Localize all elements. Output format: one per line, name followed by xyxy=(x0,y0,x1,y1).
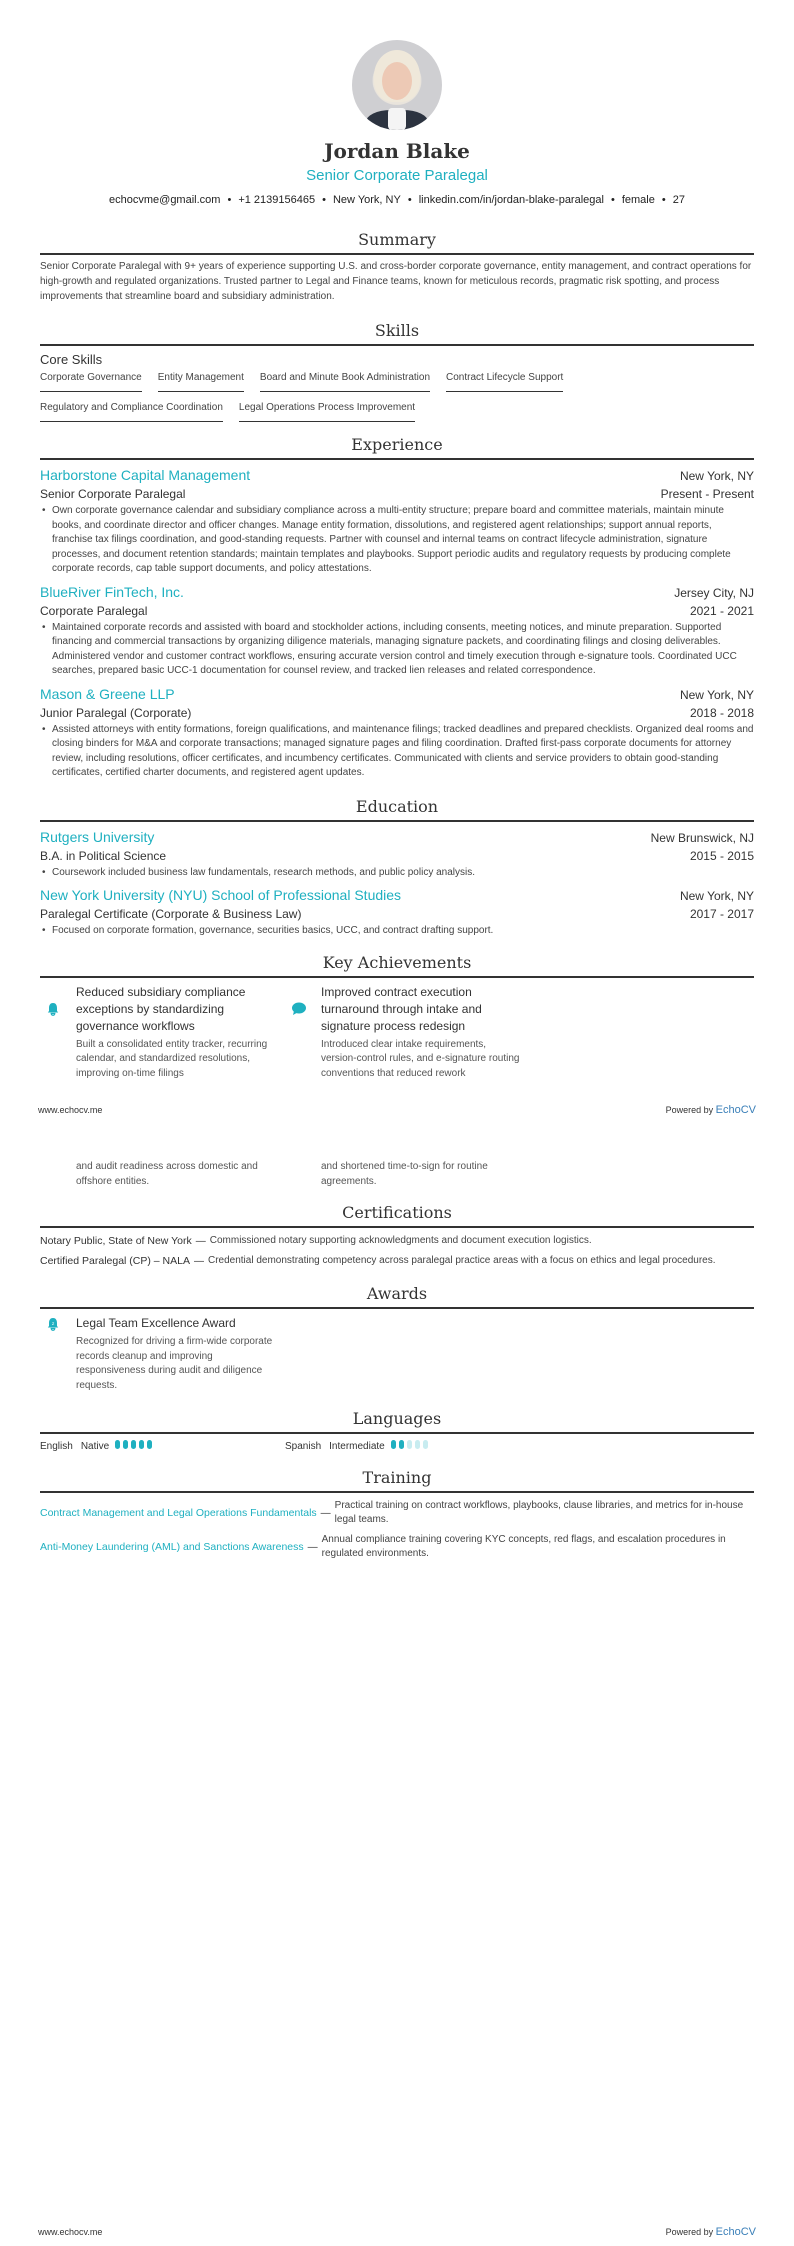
award-item xyxy=(40,1315,754,1393)
dash: — xyxy=(193,1255,204,1267)
chat-bubble-icon xyxy=(291,1002,307,1016)
company-name: BlueRiver FinTech, Inc. xyxy=(40,583,184,600)
section-heading: Experience xyxy=(40,435,754,460)
award-desc: Recognized for driving a firm-wide corporate records cleanup and improving responsiveness during audit and diligence requests. xyxy=(76,1336,273,1391)
footer-powered xyxy=(666,2226,756,2238)
contact-phone[interactable]: +1 2139156465 xyxy=(238,194,316,206)
page-footer xyxy=(38,2226,756,2238)
summary-text: Senior Corporate Paralegal with 9+ years of experience supporting U.S. and cross-border corporate governance, entity management, and contract operations for high-growth and regulated organizations. Trusted partner to Legal and Finance teams, known for meticulous records, pragmatic risk spotting, and process improvements that streamline board and subsidiary administration. xyxy=(40,261,752,302)
svg-text:z: z xyxy=(51,1321,55,1327)
footer-website[interactable]: www.echocv.me xyxy=(38,2227,103,2237)
education-bullet: • Focused on corporate formation, governance, securities basics, UCC, and contract drafting support. xyxy=(40,924,754,939)
separator: • xyxy=(610,194,615,206)
education-section xyxy=(40,797,754,939)
education-dates: 2017 - 2017 xyxy=(689,907,754,921)
training-item xyxy=(40,1533,754,1561)
achievement-desc-continued: and audit readiness across domestic and offshore entities. xyxy=(76,1161,258,1187)
section-heading: Languages xyxy=(40,1409,754,1434)
achievement-title: Improved contract execution turnaround through intake and signature process redesign xyxy=(321,984,482,1033)
certification-name: Certified Paralegal (CP) – NALA xyxy=(40,1255,190,1267)
award-title: Legal Team Excellence Award xyxy=(76,1316,236,1330)
training-section xyxy=(40,1468,754,1561)
language-level: Intermediate xyxy=(329,1440,385,1452)
job-role: Corporate Paralegal xyxy=(40,603,148,618)
footer-brand[interactable]: EchoCV xyxy=(715,1104,756,1116)
school-name: Rutgers University xyxy=(40,828,155,845)
section-heading: Certifications xyxy=(40,1203,754,1228)
job-dates: Present - Present xyxy=(660,487,754,501)
page-two xyxy=(0,1160,794,1561)
achievement-desc: Built a consolidated entity tracker, recurring calendar, and standardized resolutions, improving on-time filings xyxy=(76,1038,268,1079)
job-bullet: • Assisted attorneys with entity formations, foreign qualifications, and maintenance filings; tracked deadlines and prepared checklists. Organized deal rooms and closing binders for M&A and corporate transactions; managed signature pages and filing coordination. Drafted first-pass corporate documents for attorney review, including resolutions, officer certificates, and incumbency certificates. Communicated with clients and service providers to obtain good-standing certificates, certified charter documents, and registered agent updates. xyxy=(40,723,754,781)
job-location: Jersey City, NJ xyxy=(674,585,754,600)
skill-tags xyxy=(40,371,754,431)
achievements-continued xyxy=(40,1160,754,1189)
section-heading: Summary xyxy=(40,230,754,255)
contact-age: 27 xyxy=(672,194,685,206)
training-item xyxy=(40,1499,754,1527)
experience-entry xyxy=(40,685,754,781)
summary-section xyxy=(40,230,754,304)
training-desc: Annual compliance training covering KYC concepts, red flags, and escalation procedures in regulated environments. xyxy=(321,1534,726,1559)
job-bullet: • Own corporate governance calendar and subsidiary compliance across a multi-entity structure; prepare board and committee materials, maintain minute books, and coordinate director and officer changes. Manage entity formation, dissolutions, and registered agent relationships; support annual reports, franchise tax filings coordination, and good-standing requests. Partner with counsel and internal teams on contract lifecycle administration, signature processes, and document retention standards; maintain templates and playbooks. Support periodic audits and regulatory requests by producing complete corporate records, cap table support documents, and policy attestations. xyxy=(40,504,754,577)
separator: • xyxy=(661,194,666,206)
certification-desc: Credential demonstrating competency across paralegal practice areas with a focus on ethics and legal procedures. xyxy=(207,1255,716,1266)
experience-entry xyxy=(40,466,754,577)
contact-linkedin[interactable]: linkedin.com/in/jordan-blake-paralegal xyxy=(418,194,604,206)
language-name: Spanish xyxy=(285,1440,322,1452)
school-location: New Brunswick, NJ xyxy=(650,830,754,845)
school-name: New York University (NYU) School of Professional Studies xyxy=(40,887,402,903)
job-dates: 2021 - 2021 xyxy=(689,603,754,618)
separator: • xyxy=(227,194,232,206)
training-desc: Practical training on contract workflows, playbooks, clause libraries, and metrics for in-house legal teams. xyxy=(334,1500,744,1525)
education-bullet: • Coursework included business law fundamentals, research methods, and public policy analysis. xyxy=(40,866,754,881)
certifications-section xyxy=(40,1203,754,1268)
powered-by-label: Powered by xyxy=(665,1105,714,1115)
school-location: New York, NY xyxy=(679,889,754,903)
footer-brand[interactable]: EchoCV xyxy=(715,2226,756,2238)
achievement-item xyxy=(40,984,285,1082)
language-item xyxy=(40,1440,285,1452)
contact-gender: female xyxy=(621,194,655,206)
achievement-desc-continued: and shortened time-to-sign for routine agreements. xyxy=(321,1161,488,1187)
page-footer xyxy=(38,1104,756,1116)
achievement-title: Reduced subsidiary compliance exceptions by standardizing governance workflows xyxy=(76,984,246,1033)
certification-item xyxy=(40,1254,754,1268)
footer-powered xyxy=(666,1104,756,1116)
avatar xyxy=(352,40,442,130)
training-name: Anti-Money Laundering (AML) and Sanctions Awareness xyxy=(40,1541,304,1553)
skill-tag: Board and Minute Book Administration xyxy=(260,371,430,392)
job-role: Senior Corporate Paralegal xyxy=(40,487,186,501)
job-bullet: • Maintained corporate records and assisted with board and stockholder actions, including consents, meeting notices, and minute preparation. Supported financing and commercial transactions by organizing diligence materials, managing signature packets, and coordinating filings and closing deliverables. Administered vendor and customer contract workflows, ensuring accurate version control and timely execution through e-signature tools. Coordinated UCC searches, prepared basic UCC-1 documentation for counsel review, and tracked lien releases and related correspondence. xyxy=(40,621,754,679)
education-dates: 2015 - 2015 xyxy=(689,848,754,863)
dash: — xyxy=(320,1507,331,1519)
education-entry xyxy=(40,828,754,881)
degree: Paralegal Certificate (Corporate & Business Law) xyxy=(40,907,302,921)
proficiency-dots xyxy=(115,1440,155,1452)
job-role: Junior Paralegal (Corporate) xyxy=(40,705,192,720)
company-name: Harborstone Capital Management xyxy=(40,467,251,483)
achievement-item xyxy=(285,984,530,1082)
section-heading: Awards xyxy=(40,1284,754,1309)
awards-section xyxy=(40,1284,754,1393)
contact-line xyxy=(0,192,794,208)
company-name: Mason & Greene LLP xyxy=(40,685,175,702)
training-name: Contract Management and Legal Operations Fundamentals xyxy=(40,1507,317,1519)
section-heading: Key Achievements xyxy=(40,953,754,978)
certification-name: Notary Public, State of New York xyxy=(40,1235,192,1247)
section-heading: Training xyxy=(40,1468,754,1493)
achievements-section xyxy=(40,953,754,1082)
footer-website[interactable]: www.echocv.me xyxy=(38,1105,103,1115)
experience-section xyxy=(40,435,754,781)
skill-tag: Legal Operations Process Improvement xyxy=(239,401,415,422)
skill-tag: Corporate Governance xyxy=(40,371,142,392)
contact-location: New York, NY xyxy=(332,194,401,206)
skills-section xyxy=(40,321,754,431)
section-heading: Education xyxy=(40,797,754,822)
bell-icon xyxy=(46,1002,60,1016)
job-location: New York, NY xyxy=(679,469,754,483)
language-level: Native xyxy=(80,1440,110,1452)
experience-entry xyxy=(40,583,754,679)
skill-tag: Contract Lifecycle Support xyxy=(446,371,563,392)
certification-desc: Commissioned notary supporting acknowledgments and document execution logistics. xyxy=(209,1235,592,1246)
separator: • xyxy=(407,194,412,206)
proficiency-dots xyxy=(391,1440,431,1452)
language-item xyxy=(285,1440,530,1452)
language-name: English xyxy=(40,1440,73,1452)
dash: — xyxy=(307,1541,318,1553)
resume-header xyxy=(0,0,794,208)
achievement-desc: Introduced clear intake requirements, version-control rules, and e-signature routing conventions that reduced rework xyxy=(321,1038,520,1079)
contact-email[interactable]: echocvme@gmail.com xyxy=(109,194,221,206)
skills-group-title: Core Skills xyxy=(40,352,103,367)
candidate-title: Senior Corporate Paralegal xyxy=(306,167,488,184)
separator: • xyxy=(322,194,326,206)
dash: — xyxy=(195,1235,206,1247)
award-bell-icon xyxy=(46,1317,60,1331)
degree: B.A. in Political Science xyxy=(40,848,167,863)
job-location: New York, NY xyxy=(679,687,754,702)
job-dates: 2018 - 2018 xyxy=(689,705,754,720)
candidate-name: Jordan Blake xyxy=(324,139,470,163)
skill-tag: Entity Management xyxy=(158,371,244,392)
education-entry xyxy=(40,886,754,939)
certification-item xyxy=(40,1234,754,1248)
skill-tag: Regulatory and Compliance Coordination xyxy=(40,401,223,422)
powered-by-label: Powered by xyxy=(665,2227,714,2237)
languages-section xyxy=(40,1409,754,1452)
section-heading: Skills xyxy=(40,321,754,346)
